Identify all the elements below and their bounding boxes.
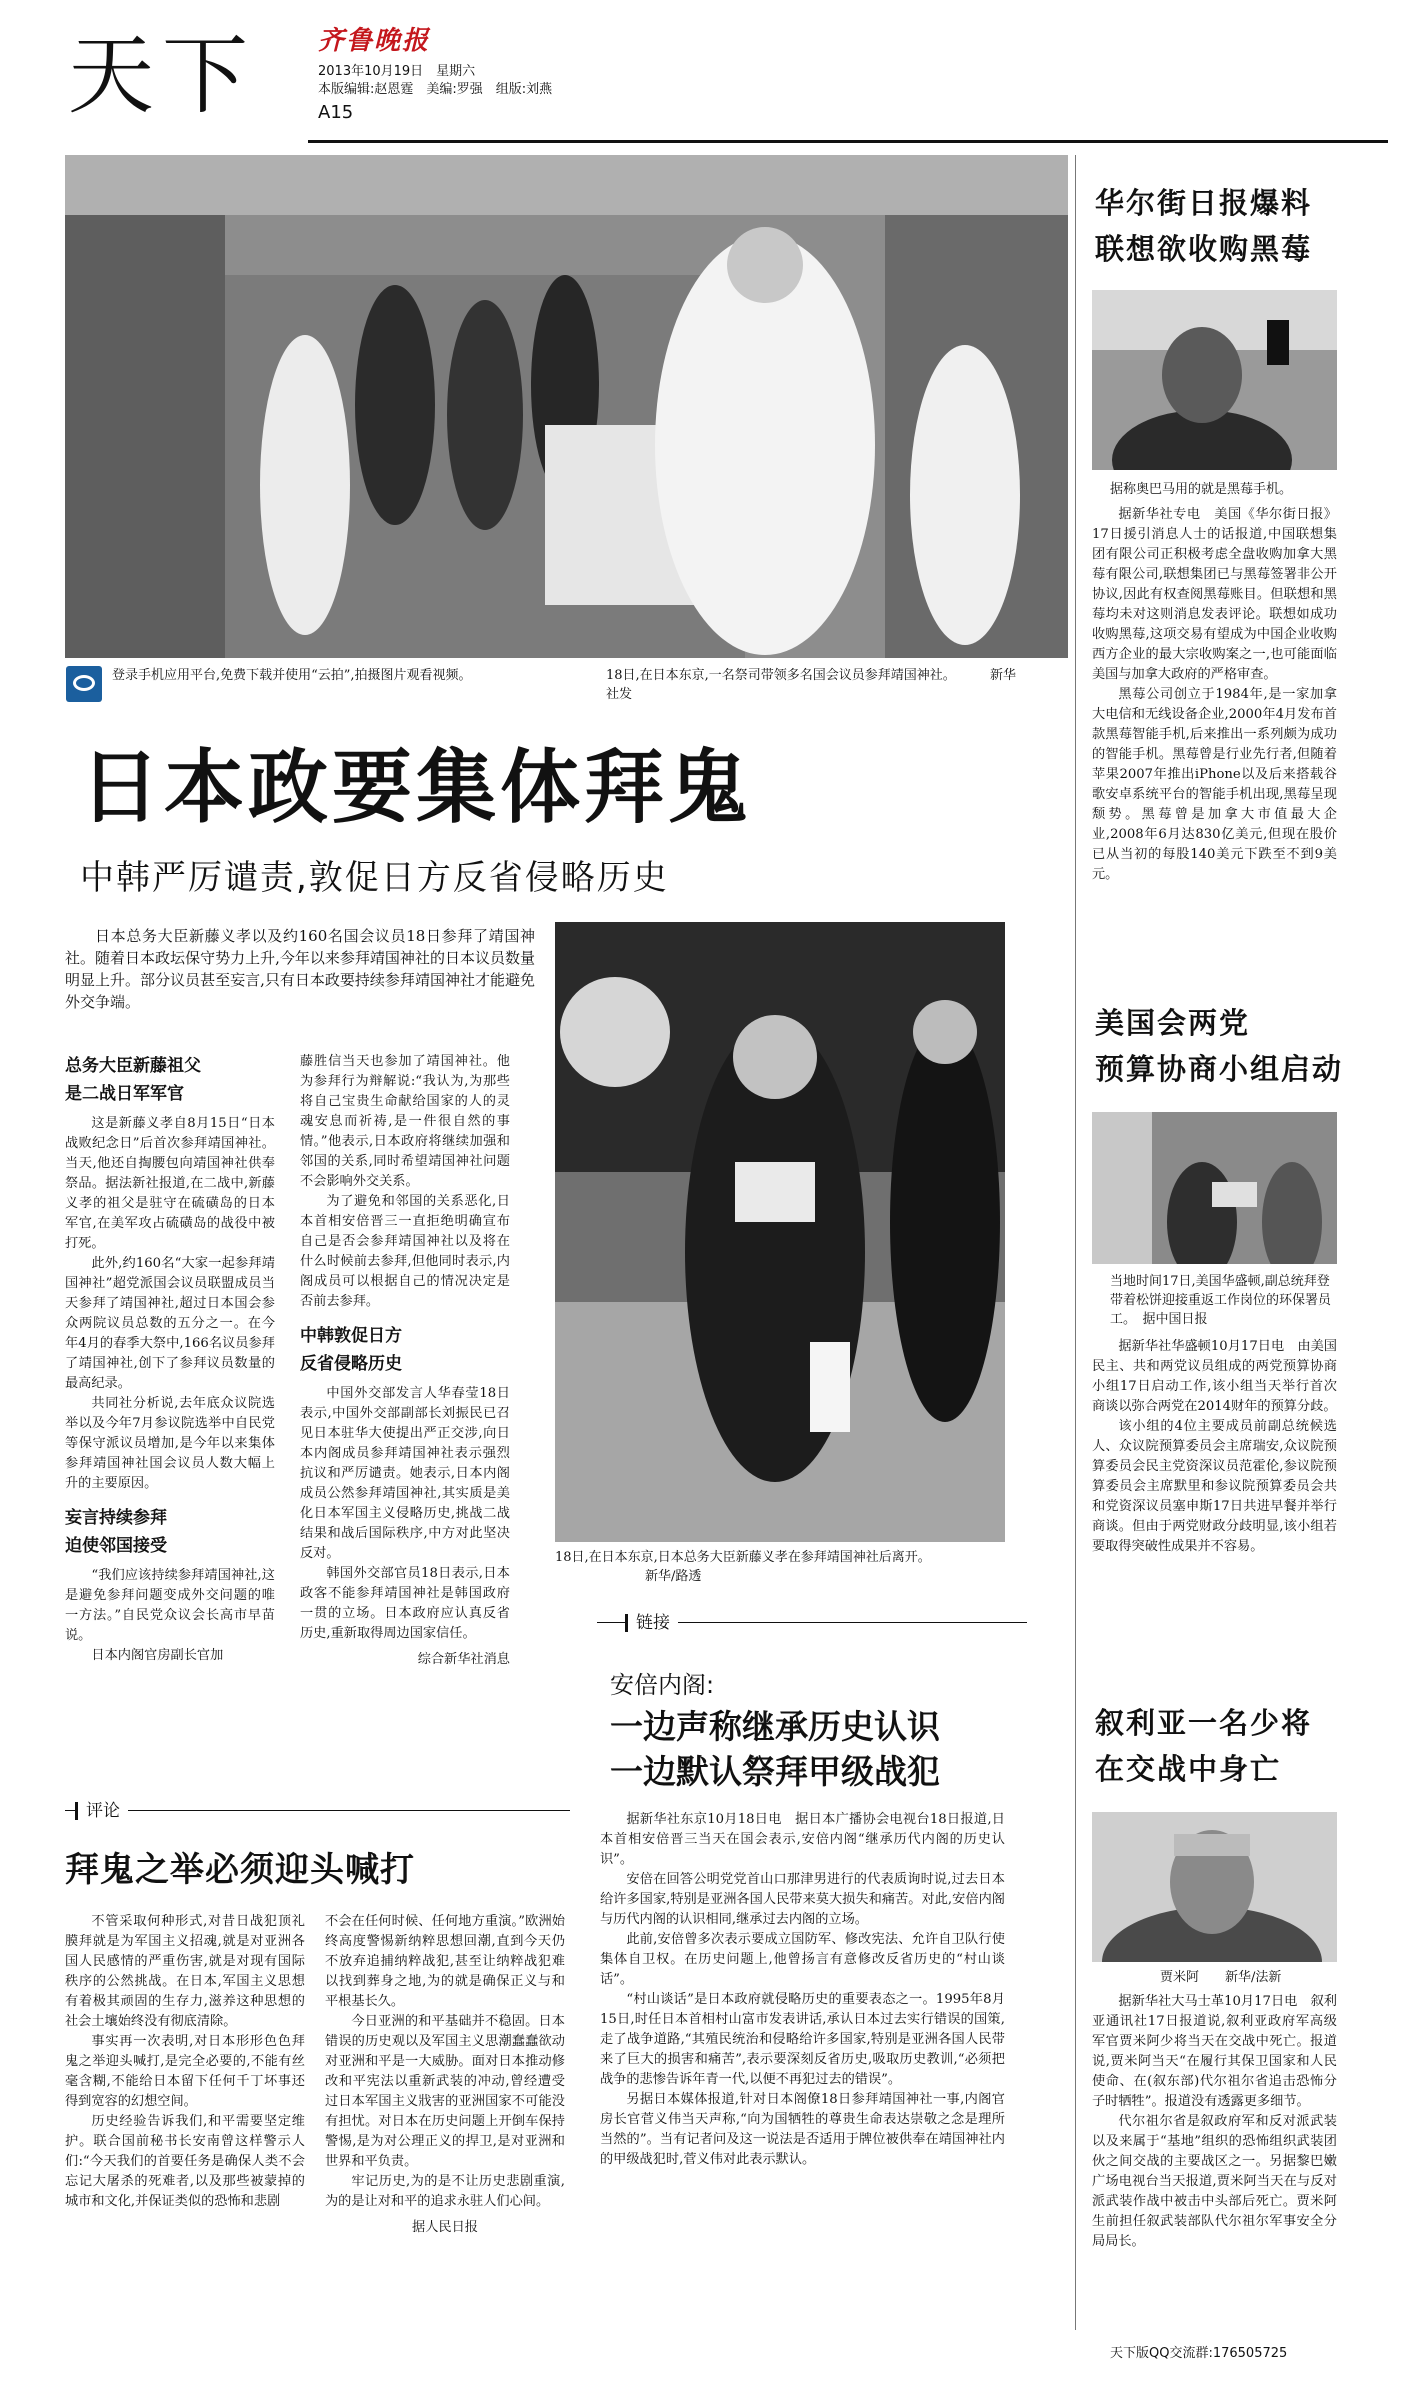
lead-photo-caption [606, 666, 1016, 704]
col1-subhead-2a: 妄言持续参拜 [65, 1508, 167, 1528]
right-story1-headline-2: 联想欲收购黑莓 [1095, 232, 1313, 266]
col2-paragraph: 韩国外交部官员18日表示,日本政客不能参拜靖国神社是韩国政府一贯的立场。日本政府应认真反省历史,重新取得周边国家信任。 [300, 1566, 510, 1641]
jamea-photo [1092, 1812, 1337, 1962]
main-byline: 综合新华社消息 [417, 1652, 510, 1667]
right-story3-headline-1: 叙利亚一名少将 [1095, 1706, 1313, 1740]
col1-paragraph: 此外,约160名“大家一起参拜靖国神社”超党派国会议员联盟成员当天参拜了靖国神社,超过日本国会参众两院议员总数的五分之一。在今年4月的春季大祭中,166名议员参拜了靖国神社,创下了参拜议员数量的最高纪录。 [65, 1256, 275, 1391]
right-story3-headline-2: 在交战中身亡 [1095, 1752, 1282, 1786]
main-headline: 日本政要集体拜鬼 [80, 741, 752, 834]
sidebar-body [600, 1810, 1005, 2170]
right-story3-paragraph: 代尔祖尔省是叙政府军和反对派武装以及来属于“基地”组织的恐怖组织武装团伙之间交战的主要战区之一。另据黎巴嫩广场电视台当天报道,贾米阿当天在与反对派武装作战中被击中头部后死亡。贾米阿生前担任叙武装部队代尔祖尔军事安全分局局长。 [1092, 2114, 1337, 2249]
right-story2-paragraph: 该小组的4位主要成员前副总统候选人、众议院预算委员会主席瑞安,众议院预算委员会民主党资深议员范霍伦,参议院预算委员会主席默里和参议院预算委员会共和党资深议员塞申斯17日共进早餐并举行商谈。但由于两党财政分歧明显,该小组若要取得突破性成果并不容易。 [1092, 1419, 1337, 1554]
app-note: 登录手机应用平台,免费下载并使用“云拍”,拍摄图片观看视频。 [112, 668, 472, 683]
commentary-paragraph: 牢记历史,为的是不让历史悲剧重演,为的是让对和平的追求永驻人们心间。 [325, 2174, 565, 2209]
right-story2-body [1092, 1337, 1337, 1557]
commentary-paragraph: 历史经验告诉我们,和平需要坚定维护。联合国前秘书长安南曾这样警示人们:“今天我们的首要任务是确保人类不会忘记大屠杀的死难者,以及那些被蒙掉的城市和文化,并保证类似的恐怖和悲剧 [65, 2114, 305, 2209]
paper-logo: 齐鲁晚报 [318, 26, 431, 56]
masthead-date: 2013年10月19日 星期六 [318, 64, 476, 79]
photo-credit: 新华/路透 [645, 1569, 702, 1584]
qr-icon[interactable] [66, 666, 102, 702]
right-story2-caption: 当地时间17日,美国华盛顿,副总统拜登带着松饼迎接重返工作岗位的环保署员工。 据中国日报 [1110, 1274, 1332, 1327]
right-story2-headline-2: 预算协商小组启动 [1095, 1052, 1344, 1086]
col2-paragraph: 中国外交部发言人华春莹18日表示,中国外交部副部长刘振民已召见日本驻华大使提出严正交涉,向日本内阁成员参拜靖国神社表示强烈抗议和严厉谴责。她表示,日本内阁成员公然参拜靖国神社,其实质是美化日本军国主义侵略历史,挑战二战结果和战后国际秩序,中方对此坚决反对。 [300, 1386, 510, 1561]
commentary-byline: 据人民日报 [412, 2220, 478, 2235]
col1-subhead-2b: 迫使邻国接受 [65, 1536, 167, 1556]
main-lead [65, 925, 535, 1013]
right-story2-headline-1: 美国会两党 [1095, 1006, 1251, 1040]
right-story1-body [1092, 505, 1337, 885]
main-subheadline: 中韩严厉谴责,敦促日方反省侵略历史 [80, 858, 669, 898]
sidebar-paragraph: 此前,安倍曾多次表示要成立国防军、修改宪法、允许自卫队行使集体自卫权。在历史问题上,他曾扬言有意修改反省历史的“村山谈话”。 [600, 1932, 1005, 1987]
col1-subhead-1b: 是二战日军军官 [65, 1084, 184, 1104]
right-column-divider [1075, 155, 1076, 2330]
commentary-paragraph: 事实再一次表明,对日本形形色色拜鬼之举迎头喊打,是完全必要的,不能有丝毫含糊,不能给日本留下任何千丁坏事还得到宽容的幻想空间。 [65, 2034, 305, 2109]
col1-subhead-1a: 总务大臣新藤祖父 [65, 1056, 201, 1076]
sidebar-paragraph: 安倍在回答公明党党首山口那津男进行的代表质询时说,过去日本给许多国家,特别是亚洲各国人民带来莫大损失和痛苦。对此,安倍内阁与历代内阁的认识相同,继承过去内阁的立场。 [600, 1872, 1005, 1927]
right-story1-caption: 据称奥巴马用的就是黑莓手机。 [1110, 482, 1293, 497]
sidebar-paragraph: 另据日本媒体报道,针对日本阁僚18日参拜靖国神社一事,内阁官房长官菅义伟当天声称,“向为国牺牲的尊贵生命表达崇敬之念是理所当然的”。当有记者问及这一说法是否适用于牌位被供奉在靖国神社内的甲级战犯时,菅义伟对此表示默认。 [600, 2092, 1005, 2167]
right-story3-caption: 贾米阿 新华/法新 [1160, 1970, 1282, 1985]
sidebar-paragraph: 据新华社东京10月18日电 据日本广播协会电视台18日报道,日本首相安倍晋三当天在国会表示,安倍内阁“继承历代内阁的历史认识”。 [600, 1812, 1005, 1867]
page-number: A15 [318, 102, 354, 123]
col1-paragraph: 共同社分析说,去年底众议院选举以及今年7月参议院选举中自民党等保守派议员增加,是今年以来集体参拜靖国神社国会议员人数大幅上升的主要原因。 [65, 1396, 275, 1491]
sidebar-headline-2: 一边默认祭拜甲级战犯 [610, 1752, 940, 1791]
biden-photo [1092, 1112, 1337, 1264]
right-story3-body [1092, 1992, 1337, 2252]
sidebar-kicker: 链接 [625, 1614, 678, 1632]
commentary-col2 [325, 1912, 565, 2238]
lead-paragraph: 日本总务大臣新藤义孝以及约160名国会议员18日参拜了靖国神社。随着日本政坛保守势力上升,今年以来参拜靖国神社的日本议员数量明显上升。部分议员甚至妄言,只有日本政要持续参拜靖国神社才能避免外交争端。 [65, 927, 535, 1011]
right-story3-paragraph: 据新华社大马士革10月17日电 叙利亚通讯社17日报道说,叙利亚政府军高级军官贾米阿少将当天在交战中死亡。报道说,贾米阿当天“在履行其保卫国家和人民使命、在(叙东部)代尔祖尔省追击恐怖分子时牺牲”。报道没有透露更多细节。 [1092, 1994, 1337, 2109]
commentary-col1 [65, 1912, 305, 2212]
second-photo [555, 922, 1005, 1542]
col1-paragraph: “我们应该持续参拜靖国神社,这是避免参拜问题变成外交问题的唯一方法。”自民党众议会长高市早苗说。 [65, 1568, 275, 1643]
masthead-editors: 本版编辑:赵恩霆 美编:罗强 组版:刘燕 [318, 82, 553, 97]
right-story2-paragraph: 据新华社华盛顿10月17日电 由美国民主、共和两党议员组成的两党预算协商小组17日启动工作,该小组当天举行首次商谈以弥合两党在2014财年的预算分歧。 [1092, 1339, 1337, 1414]
footer-qq: 天下版QQ交流群:176505725 [1110, 2346, 1288, 2361]
lead-photo [65, 155, 1068, 658]
main-col1 [65, 1052, 275, 1666]
right-story1-paragraph: 据新华社专电 美国《华尔街日报》17日援引消息人士的话报道,中国联想集团有限公司正积极考虑全盘收购加拿大黑莓有限公司,联想集团已与黑莓签署非公开协议,因此有权查阅黑莓账目。但联想和黑莓均未对这则消息发表评论。联想如成功收购黑莓,这项交易有望成为中国企业收购西方企业的最大宗收购案之一,也可能面临美国与加拿大政府的严格审查。 [1092, 507, 1337, 682]
commentary-kicker: 评论 [75, 1802, 128, 1820]
commentary-paragraph: 不管采取何种形式,对昔日战犯顶礼膜拜就是为军国主义招魂,就是对亚洲各国人民感情的严重伤害,就是对现有国际秩序的公然挑战。在日本,军国主义思想有着极其顽固的生存力,滋养这种思想的社会土壤始终没有彻底清除。 [65, 1914, 305, 2029]
blackberry-photo [1092, 290, 1337, 470]
section-title: 天下 [68, 26, 256, 126]
sidebar-paragraph: “村山谈话”是日本政府就侵略历史的重要表态之一。1995年8月15日,时任日本首相村山富市发表讲话,承认日本过去实行错误的国策,走了战争道路,“其殖民统治和侵略给许多国家,特别是亚洲各国人民带来了巨大的损害和痛苦”,表示要深刻反省历史,吸取历史教训,“必须把战争的悲惨告诉年青一代,以便不再犯过去的错误”。 [600, 1992, 1005, 2087]
second-photo-caption [555, 1548, 1005, 1586]
commentary-paragraph: 今日亚洲的和平基础并不稳固。日本错误的历史观以及军国主义思潮蠢蠢欲动对亚洲和平是一大威胁。面对日本推动修改和平宪法以重新武装的冲动,曾经遭受过日本军国主义戕害的亚洲国家不可能没有担忧。对日本在历史问题上开倒车保持警惕,是为对公理正义的捍卫,是对亚洲和世界和平负责。 [325, 2014, 565, 2169]
commentary-paragraph: 不会在任何时候、任何地方重演。”欧洲始终高度警惕新纳粹思想回潮,直到今天仍不放弃追捕纳粹战犯,甚至让纳粹战犯难以找到葬身之地,为的就是确保正义与和平根基长久。 [325, 1914, 565, 2009]
sidebar-headline-1: 一边声称继承历史认识 [610, 1707, 940, 1746]
col2-subhead-b: 反省侵略历史 [300, 1354, 402, 1374]
commentary-headline: 拜鬼之举必须迎头喊打 [65, 1850, 415, 1890]
masthead-rule [308, 140, 1388, 143]
commentary-rule [65, 1810, 570, 1811]
right-story1-paragraph: 黑莓公司创立于1984年,是一家加拿大电信和无线设备企业,2000年4月发布首款黑莓智能手机,后来推出一系列颇为成功的智能手机。黑莓曾是行业先行者,但随着苹果2007年推出iPhone以及后来搭载谷歌安卓系统平台的智能手机出现,黑莓呈现颓势。黑莓曾是加拿大市值最大企业,2008年6月达830亿美元,但现在股价已从当初的每股140美元下跌至不到9美元。 [1092, 687, 1337, 882]
sidebar-topic: 安倍内阁: [610, 1671, 715, 1699]
right-story1-headline-1: 华尔街日报爆料 [1095, 186, 1313, 220]
col1-paragraph: 这是新藤义孝自8月15日“日本战败纪念日”后首次参拜靖国神社。当天,他还自掏腰包向靖国神社供奉祭品。据法新社报道,在二战中,新藤义孝的祖父是驻守在硫磺岛的日本军官,在美军攻占硫磺岛的战役中被打死。 [65, 1116, 275, 1251]
main-col2 [300, 1052, 510, 1667]
photo-credit: 新华社发 [606, 668, 1016, 702]
caption-text: 18日,在日本东京,日本总务大臣新藤义孝在参拜靖国神社后离开。 [555, 1550, 931, 1565]
col2-subhead-a: 中韩敦促日方 [300, 1326, 402, 1346]
col2-paragraph: 为了避免和邻国的关系恶化,日本首相安倍晋三一直拒绝明确宣布自己是否会参拜靖国神社以及将在什么时候前去参拜,但他同时表示,内阁成员可以根据自己的情况决定是否前去参拜。 [300, 1194, 510, 1309]
col2-paragraph: 藤胜信当天也参加了靖国神社。他为参拜行为辩解说:“我认为,为那些将自己宝贵生命献给国家的人的灵魂安息而祈祷,是一件很自然的事情。”他表示,日本政府将继续加强和邻国的关系,同时希望靖国神社问题不会影响外交关系。 [300, 1054, 510, 1189]
caption-text: 18日,在日本东京,一名祭司带领多名国会议员参拜靖国神社。 [606, 668, 956, 683]
col1-paragraph: 日本内阁官房副长官加 [91, 1648, 224, 1663]
